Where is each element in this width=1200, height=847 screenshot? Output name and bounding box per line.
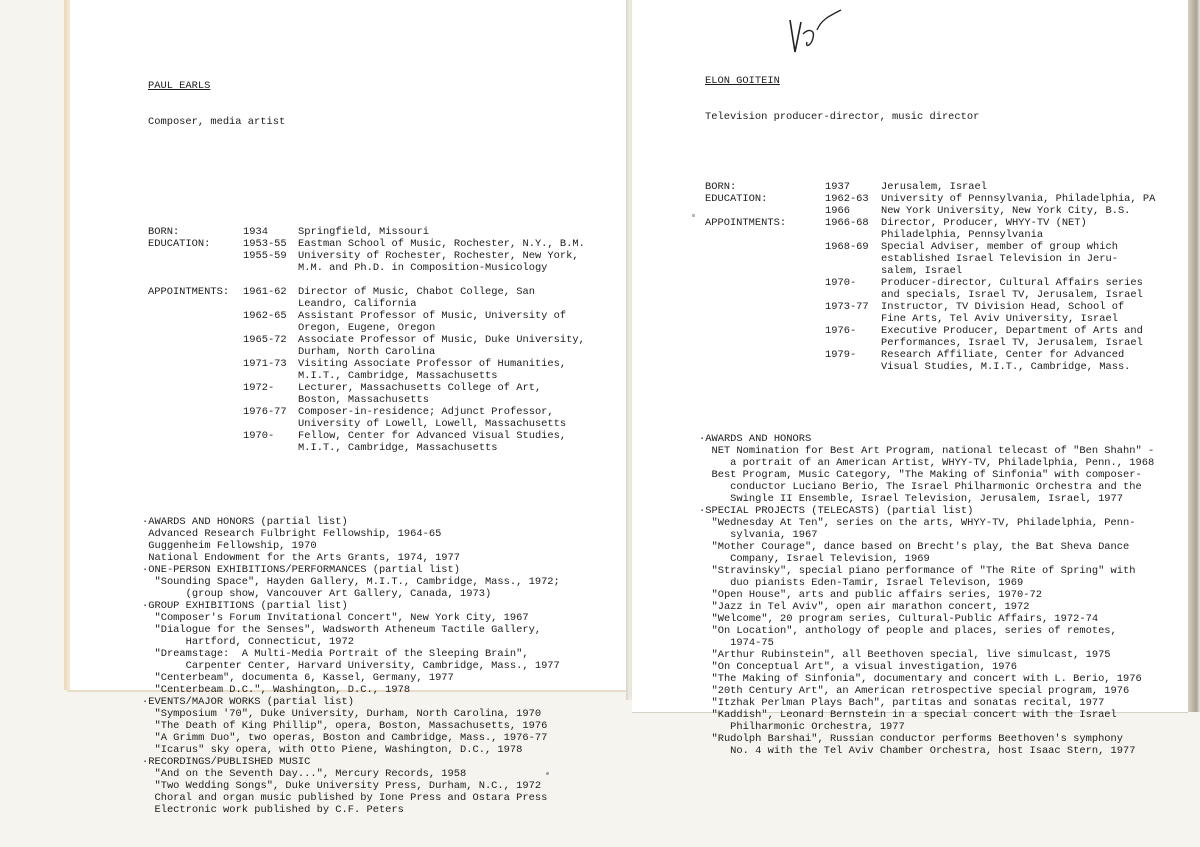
section-line: "Welcome", 20 program series, Cultural-Public Affairs, 1972-74 bbox=[699, 613, 1099, 625]
section-line: Company, Israel Television, 1969 bbox=[699, 553, 930, 565]
bio-label: APPOINTMENTS: bbox=[148, 286, 230, 298]
bio-year: 1970- bbox=[825, 277, 857, 289]
bio-text: University of Pennsylvania, Philadelphia, PA bbox=[881, 193, 1156, 205]
bio-label: EDUCATION: bbox=[148, 238, 211, 250]
person-role: Television producer-director, music director bbox=[705, 111, 980, 123]
section-line: "Stravinsky", special piano performance of "The Rite of Spring" with bbox=[699, 565, 1136, 577]
bio-text: Executive Producer, Department of Arts and bbox=[881, 325, 1143, 337]
bio-text: Lecturer, Massachusetts College of Art, bbox=[298, 382, 542, 394]
bio-year: 1962-63 bbox=[825, 193, 869, 205]
section-line: "The Making of Sinfonia", documentary and concert with L. Berio, 1976 bbox=[699, 673, 1142, 685]
bio-row bbox=[705, 361, 1131, 373]
section-line: 1974-75 bbox=[699, 637, 774, 649]
bio-text: Durham, North Carolina bbox=[298, 346, 436, 358]
bio-year: 1955-59 bbox=[243, 250, 287, 262]
sections-list bbox=[699, 433, 1155, 757]
section-line: a portrait of an American Artist, WHYY-TV, Philadelphia, Penn., 1968 bbox=[699, 457, 1155, 469]
bio-label: BORN: bbox=[148, 226, 180, 238]
bio-row bbox=[705, 253, 1118, 265]
bio-label: EDUCATION: bbox=[705, 193, 768, 205]
bio-text: Composer-in-residence; Adjunct Professor, bbox=[298, 406, 554, 418]
person-name: ELON GOITEIN bbox=[705, 75, 780, 87]
section-line: "Symposium '70", Duke University, Durham, North Carolina, 1970 bbox=[142, 708, 542, 720]
bio-text: Fine Arts, Tel Aviv University, Israel bbox=[881, 313, 1118, 325]
bio-year: 1962-65 bbox=[243, 310, 287, 322]
section-line: Carpenter Center, Harvard University, Cambridge, Mass., 1977 bbox=[142, 660, 560, 672]
bio-text: Visual Studies, M.I.T., Cambridge, Mass. bbox=[881, 361, 1131, 373]
section-line: ·RECORDINGS/PUBLISHED MUSIC bbox=[142, 756, 311, 768]
bio-row bbox=[705, 193, 1156, 205]
bio-text: and specials, Israel TV, Jerusalem, Israel bbox=[881, 289, 1143, 301]
bio-text: Assistant Professor of Music, University of bbox=[298, 310, 567, 322]
bio-text: Visiting Associate Professor of Humanities, bbox=[298, 358, 567, 370]
bio-row bbox=[148, 382, 542, 394]
bio-row bbox=[705, 337, 1143, 349]
bio-text: salem, Israel bbox=[881, 265, 963, 277]
section-line: "Sounding Space", Hayden Gallery, M.I.T., Cambridge, Mass., 1972; bbox=[142, 576, 560, 588]
bio-text: Boston, Massachusetts bbox=[298, 394, 429, 406]
page-speck bbox=[546, 772, 549, 775]
bio-table bbox=[148, 226, 585, 454]
bio-text: Springfield, Missouri bbox=[298, 226, 429, 238]
bio-year: 1966 bbox=[825, 205, 850, 217]
section-line: sylvania, 1967 bbox=[699, 529, 818, 541]
section-line: ·ONE-PERSON EXHIBITIONS/PERFORMANCES (partial list) bbox=[142, 564, 461, 576]
bio-row bbox=[705, 241, 1118, 253]
section-line: Electronic work published by C.F. Peters bbox=[142, 804, 404, 816]
left-resume bbox=[142, 56, 585, 840]
section-line: "Wednesday At Ten", series on the arts, WHYY-TV, Philadelphia, Penn- bbox=[699, 517, 1136, 529]
bio-year: 1979- bbox=[825, 349, 857, 361]
bio-row bbox=[148, 406, 554, 418]
section-line: "On Location", anthology of people and places, series of remotes, bbox=[699, 625, 1117, 637]
section-line: "Kaddish", Leonard Bernstein in a special concert with the Israel bbox=[699, 709, 1117, 721]
bio-row bbox=[148, 334, 585, 346]
person-name: PAUL EARLS bbox=[148, 80, 211, 92]
section-line: conductor Luciano Berio, The Israel Philharmonic Orchestra and the bbox=[699, 481, 1142, 493]
bio-year: 1966-68 bbox=[825, 217, 869, 229]
bio-row bbox=[705, 229, 1044, 241]
bio-row bbox=[148, 322, 436, 334]
bio-text: M.M. and Ph.D. in Composition-Musicology bbox=[298, 262, 548, 274]
bio-text: Producer-director, Cultural Affairs series bbox=[881, 277, 1143, 289]
section-line: ·AWARDS AND HONORS bbox=[699, 433, 812, 445]
bio-row bbox=[705, 325, 1143, 337]
section-line: "Itzhak Perlman Plays Bach", partitas and sonatas recital, 1977 bbox=[699, 697, 1105, 709]
bio-row bbox=[148, 442, 498, 454]
bio-table bbox=[705, 181, 1156, 373]
bio-year: 1973-77 bbox=[825, 301, 869, 313]
section-line: Choral and organ music published by Ione Press and Ostara Press bbox=[142, 792, 548, 804]
bio-year: 1970- bbox=[243, 430, 275, 442]
section-line: "Icarus" sky opera, with Otto Piene, Washington, D.C., 1978 bbox=[142, 744, 523, 756]
bio-row bbox=[705, 181, 988, 193]
bio-text: M.I.T., Cambridge, Massachusetts bbox=[298, 442, 498, 454]
section-line: duo pianists Eden-Tamir, Israel Televison, 1969 bbox=[699, 577, 1024, 589]
section-line: "Mother Courage", dance based on Brecht's play, the Bat Sheva Dance bbox=[699, 541, 1130, 553]
bio-row bbox=[705, 289, 1143, 301]
section-line: Hartford, Connecticut, 1972 bbox=[142, 636, 355, 648]
bio-text: M.I.T., Cambridge, Massachusetts bbox=[298, 370, 498, 382]
section-line: "The Death of King Phillip", opera, Boston, Massachusetts, 1976 bbox=[142, 720, 548, 732]
section-line: "Centerbeam", documenta 6, Kassel, Germany, 1977 bbox=[142, 672, 454, 684]
section-line: "Composer's Forum Invitational Concert", New York City, 1967 bbox=[142, 612, 529, 624]
bio-text: Jerusalem, Israel bbox=[881, 181, 988, 193]
bio-year: 1972- bbox=[243, 382, 275, 394]
bio-year: 1953-55 bbox=[243, 238, 287, 250]
bio-row bbox=[705, 217, 1087, 229]
bio-text: Associate Professor of Music, Duke University, bbox=[298, 334, 585, 346]
bio-text: Fellow, Center for Advanced Visual Studies, bbox=[298, 430, 567, 442]
bio-year: 1965-72 bbox=[243, 334, 287, 346]
bio-text: University of Lowell, Lowell, Massachusetts bbox=[298, 418, 567, 430]
sections-list bbox=[142, 516, 560, 816]
section-line: "Two Wedding Songs", Duke University Press, Durham, N.C., 1972 bbox=[142, 780, 542, 792]
section-line: "20th Century Art", an American retrospective special program, 1976 bbox=[699, 685, 1130, 697]
bio-row bbox=[148, 310, 567, 322]
bio-row bbox=[148, 430, 567, 442]
bio-year: 1934 bbox=[243, 226, 268, 238]
bio-year: 1976- bbox=[825, 325, 857, 337]
bio-row bbox=[148, 286, 535, 298]
bio-text: Leandro, California bbox=[298, 298, 417, 310]
section-line: ·AWARDS AND HONORS (partial list) bbox=[142, 516, 348, 528]
bio-row bbox=[148, 226, 429, 238]
bio-text: established Israel Television in Jeru- bbox=[881, 253, 1118, 265]
bio-text: Special Adviser, member of group which bbox=[881, 241, 1118, 253]
section-line: "Centerbeam D.C.", Washington, D.C., 1978 bbox=[142, 684, 411, 696]
section-line: "On Conceptual Art", a visual investigation, 1976 bbox=[699, 661, 1018, 673]
bio-row bbox=[705, 265, 963, 277]
section-line: Guggenheim Fellowship, 1970 bbox=[142, 540, 317, 552]
section-line: "And on the Seventh Day...", Mercury Records, 1958 bbox=[142, 768, 467, 780]
bio-year: 1937 bbox=[825, 181, 850, 193]
bio-text: Eastman School of Music, Rochester, N.Y., B.M. bbox=[298, 238, 585, 250]
section-line: "Dialogue for the Senses", Wadsworth Atheneum Tactile Gallery, bbox=[142, 624, 542, 636]
section-line: "Rudolph Barshai", Russian conductor performs Beethoven's symphony bbox=[699, 733, 1124, 745]
bio-text: Research Affiliate, Center for Advanced bbox=[881, 349, 1125, 361]
section-line: ·EVENTS/MAJOR WORKS (partial list) bbox=[142, 696, 355, 708]
bio-text: New York University, New York City, B.S. bbox=[881, 205, 1131, 217]
section-line: Philharmonic Orchestra, 1977 bbox=[699, 721, 905, 733]
bio-row bbox=[148, 358, 567, 370]
bio-text: University of Rochester, Rochester, New York, bbox=[298, 250, 579, 262]
bio-row bbox=[148, 238, 585, 250]
bio-row bbox=[705, 277, 1143, 289]
bio-label: BORN: bbox=[705, 181, 737, 193]
section-line: "A Grimm Duo", two operas, Boston and Cambridge, Mass., 1976-77 bbox=[142, 732, 548, 744]
bio-row bbox=[705, 349, 1125, 361]
section-line: "Arthur Rubinstein", all Beethoven special, live simulcast, 1975 bbox=[699, 649, 1111, 661]
bio-row bbox=[705, 205, 1131, 217]
bio-row bbox=[148, 346, 436, 358]
person-role: Composer, media artist bbox=[148, 116, 286, 128]
section-line: Best Program, Music Category, "The Making of Sinfonia" with composer- bbox=[699, 469, 1142, 481]
bio-text: Philadelphia, Pennsylvania bbox=[881, 229, 1044, 241]
bio-text: Instructor, TV Division Head, School of bbox=[881, 301, 1125, 313]
section-line: "Dreamstage: A Multi-Media Portrait of the Sleeping Brain", bbox=[142, 648, 529, 660]
bio-row bbox=[148, 262, 548, 274]
right-resume bbox=[699, 51, 1156, 781]
bio-row bbox=[148, 370, 498, 382]
bio-text: Performances, Israel TV, Jerusalem, Israel bbox=[881, 337, 1143, 349]
section-line: No. 4 with the Tel Aviv Chamber Orchestra, host Isaac Stern, 1977 bbox=[699, 745, 1136, 757]
bio-row bbox=[148, 418, 567, 430]
bio-text: Oregon, Eugene, Oregon bbox=[298, 322, 436, 334]
bio-row bbox=[148, 274, 173, 286]
bio-row bbox=[148, 298, 417, 310]
section-line: (group show, Vancouver Art Gallery, Canada, 1973) bbox=[142, 588, 492, 600]
bio-year: 1976-77 bbox=[243, 406, 287, 418]
bio-row bbox=[705, 313, 1118, 325]
margin-speck bbox=[692, 214, 695, 217]
bio-year: 1971-73 bbox=[243, 358, 287, 370]
section-line: Swingle II Ensemble, Israel Television, Jerusalem, Israel, 1977 bbox=[699, 493, 1124, 505]
section-line: "Open House", arts and public affairs series, 1970-72 bbox=[699, 589, 1042, 601]
bio-year: 1968-69 bbox=[825, 241, 869, 253]
bio-text: Director, Producer, WHYY-TV (NET) bbox=[881, 217, 1087, 229]
bio-label: APPOINTMENTS: bbox=[705, 217, 787, 229]
section-line: Advanced Research Fulbright Fellowship, 1964-65 bbox=[142, 528, 442, 540]
bio-text: Director of Music, Chabot College, San bbox=[298, 286, 535, 298]
section-line: "Jazz in Tel Aviv", open air marathon concert, 1972 bbox=[699, 601, 1030, 613]
section-line: NET Nomination for Best Art Program, national telecast of "Ben Shahn" - bbox=[699, 445, 1155, 457]
handwritten-mark-icon bbox=[785, 8, 845, 58]
section-line: ·GROUP EXHIBITIONS (partial list) bbox=[142, 600, 348, 612]
bio-row bbox=[705, 301, 1125, 313]
bio-row bbox=[148, 394, 429, 406]
section-line: ·SPECIAL PROJECTS (TELECASTS) (partial list) bbox=[699, 505, 974, 517]
bio-year: 1961-62 bbox=[243, 286, 287, 298]
bio-row bbox=[148, 250, 579, 262]
section-line: National Endowment for the Arts Grants, 1974, 1977 bbox=[142, 552, 461, 564]
